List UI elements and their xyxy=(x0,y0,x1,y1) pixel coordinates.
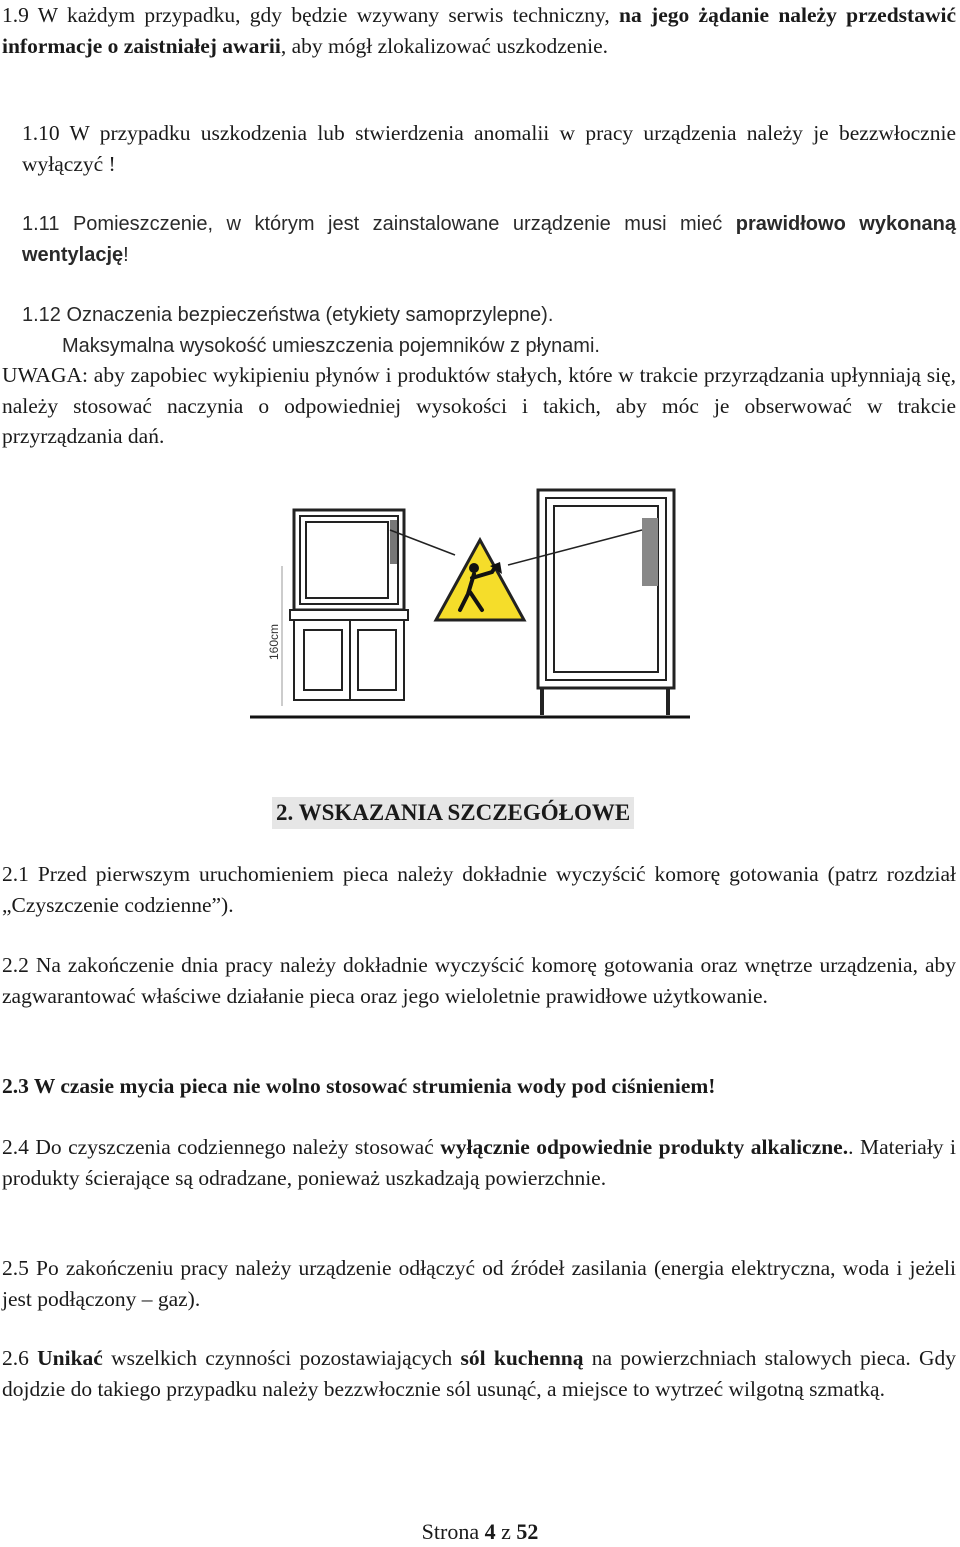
height-label: 160cm xyxy=(267,623,281,660)
uwaga-text: UWAGA: aby zapobiec wykipieniu płynów i produktów stałych, które w trakcie przyrządzania upłynniają się, należy stosować naczynia o odpowiedniej wysokości i takich, aby móc je obserwować w trakcie przyrządzania dań. xyxy=(2,363,956,448)
p2-5-text: 2.5 Po zakończeniu pracy należy urządzenie odłączyć od źródeł zasilania (energia elektryczna, woda i jeżeli jest podłączony – gaz). xyxy=(2,1256,956,1311)
paragraph-2-4 xyxy=(2,1132,956,1193)
p1-11-text: 1.11 Pomieszczenie, w którym jest zainstalowane urządzenie musi mieć xyxy=(22,213,736,235)
p2-1-text: 2.1 Przed pierwszym uruchomieniem pieca należy dokładnie wyczyścić komorę gotowania (patrz rozdział „Czyszczenie codzienne”). xyxy=(2,862,956,917)
footer-page-number: 4 xyxy=(484,1519,496,1544)
footer-prefix: Strona xyxy=(421,1519,485,1544)
section-heading: 2. WSKAZANIA SZCZEGÓŁOWE xyxy=(272,797,634,829)
p2-6-text-3: na powierzchniach stalowych pieca. Gdy dojdzie do takiego przypadku należy bezzwłocznie sól usunąć, a miejsce to wytrzeć wilgotną szmatką. xyxy=(2,1346,956,1401)
p1-12-line2: Maksymalna wysokość umieszczenia pojemników z płynami. xyxy=(62,334,600,357)
page-footer xyxy=(0,1517,960,1547)
p1-9-bold: na jego żądanie należy przedstawić informacje o zaistniałej awarii xyxy=(2,3,957,58)
p1-9-text-end: , aby mógł zlokalizować uszkodzenie. xyxy=(280,33,608,58)
p2-6-text-2: wszelkich czynności pozostawiających xyxy=(102,1346,461,1370)
p1-10-text: 1.10 W przypadku uszkodzenia lub stwierdzenia anomalii w pracy urządzenia należy je bezzwłocznie wyłączyć ! xyxy=(22,121,956,176)
p1-9-text: 1.9 W każdym przypadku, gdy będzie wzywany serwis techniczny, xyxy=(2,3,620,27)
paragraph-uwaga xyxy=(2,360,956,452)
oven-warning-figure xyxy=(250,470,700,730)
paragraph-2-5 xyxy=(2,1253,956,1314)
p2-4-text-end: . Materiały i produkty ścierające są odradzane, ponieważ uszkadzają powierzchnie. xyxy=(2,1135,956,1190)
p1-11-text-end: ! xyxy=(123,243,129,266)
paragraph-1-11 xyxy=(2,209,956,270)
small-oven-illustration xyxy=(290,510,408,700)
p2-6-text: 2.6 xyxy=(2,1346,38,1370)
p2-4-bold: wyłącznie odpowiednie produkty alkaliczne. xyxy=(440,1135,849,1159)
paragraph-2-2 xyxy=(2,950,956,1011)
p2-3-bold: 2.3 W czasie mycia pieca nie wolno stosować strumienia wody pod ciśnieniem! xyxy=(2,1074,716,1098)
p2-2-text: 2.2 Na zakończenie dnia pracy należy dokładnie wyczyścić komorę gotowania oraz wnętrze urządzenia, aby zagwarantować właściwe działanie pieca oraz jego wieloletnie prawidłowe użytkowanie. xyxy=(2,953,956,1008)
p2-6-bold-1: Unikać xyxy=(37,1346,103,1370)
p2-4-text: 2.4 Do czyszczenia codziennego należy stosować xyxy=(2,1135,441,1159)
paragraph-1-12 xyxy=(22,300,952,361)
footer-separator: z xyxy=(495,1519,517,1544)
p1-12-line1: 1.12 Oznaczenia bezpieczeństwa (etykiety samoprzylepne). xyxy=(22,304,554,326)
paragraph-2-1 xyxy=(2,859,956,920)
large-oven-illustration xyxy=(538,490,674,715)
paragraph-1-9 xyxy=(2,0,956,61)
footer-total-pages: 52 xyxy=(516,1519,539,1544)
paragraph-1-10 xyxy=(2,118,956,179)
paragraph-2-6 xyxy=(2,1343,956,1404)
p1-11-bold: prawidłowo wykonaną wentylację xyxy=(22,213,956,266)
p2-6-bold-2: sól kuchenną xyxy=(460,1346,584,1370)
paragraph-2-3 xyxy=(2,1071,956,1102)
